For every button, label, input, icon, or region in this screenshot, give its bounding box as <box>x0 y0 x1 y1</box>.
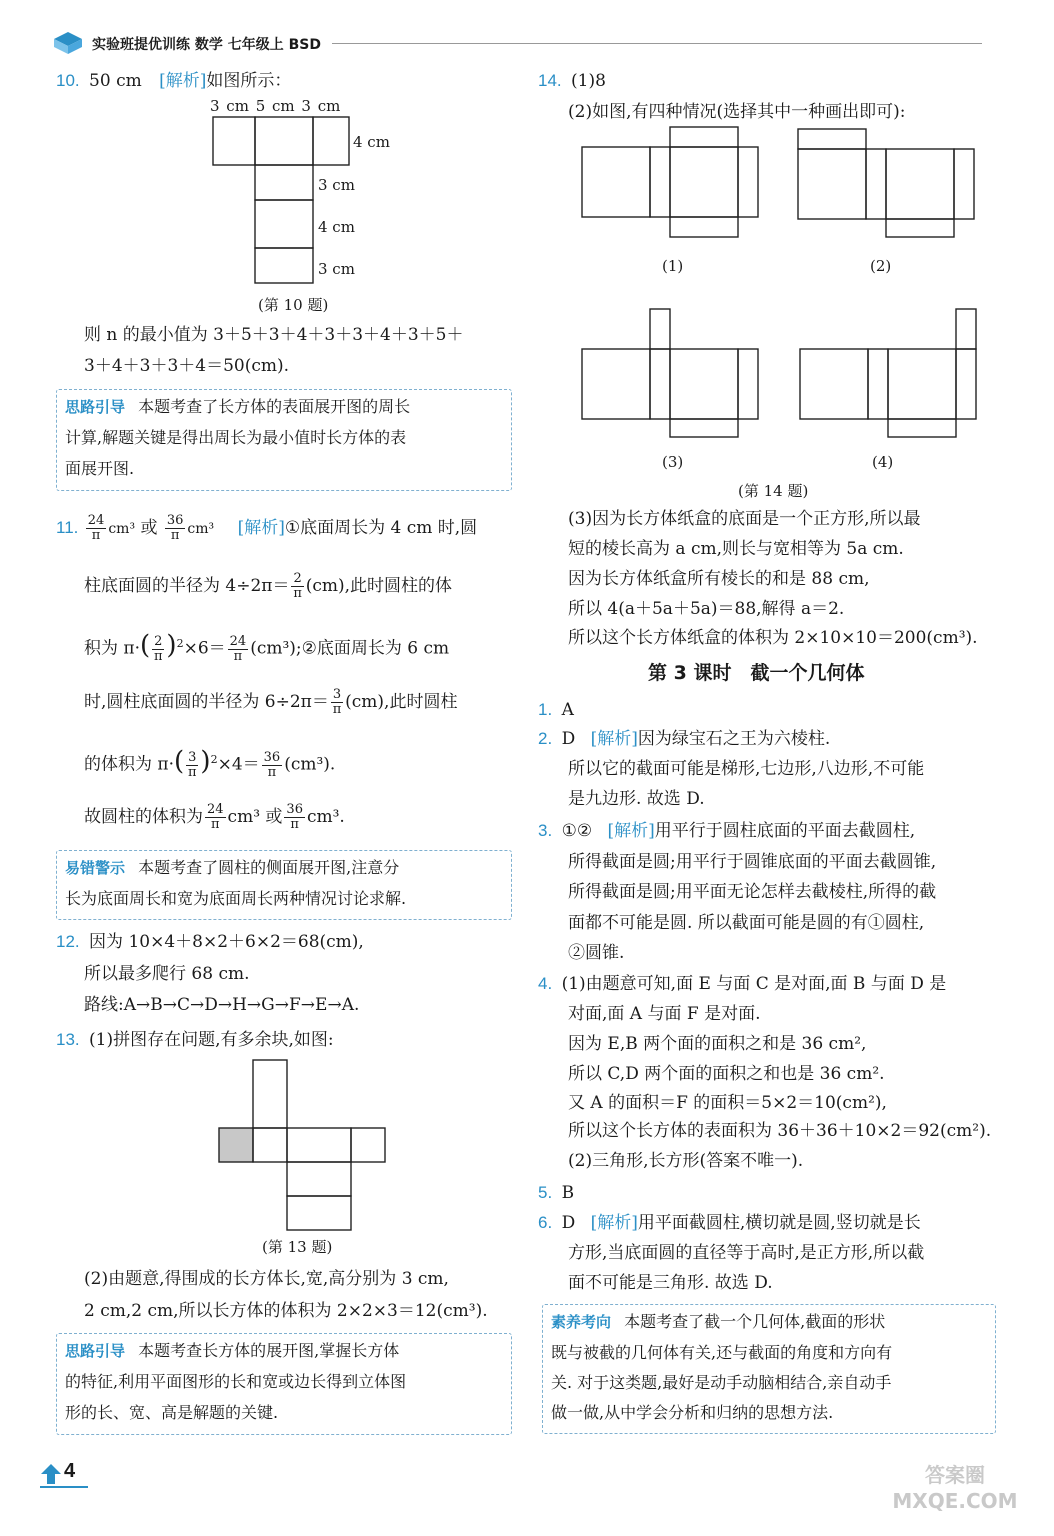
q11-line-6: 故圆柱的体积为 $\frac{24}{\pi}$ cm³ 或 $\frac{36}{\pi}$ cm³. <box>84 802 345 832</box>
q13-face <box>253 1128 287 1162</box>
q14-net2-face <box>886 219 954 237</box>
q14-net3-face <box>670 419 738 437</box>
q14-line-7: 所以这个长方体纸盒的体积为 2×10×10＝200(cm³). <box>568 628 978 648</box>
q11-number: 11. <box>56 518 79 537</box>
q11-line-1: 11. $\frac{24}{\pi}$ cm³ 或 $\frac{36}{\pi}$ cm³ [解析]①底面周长为 4 cm 时,圆 <box>56 513 478 543</box>
q14-net3-face <box>738 349 758 419</box>
q14-label-4: (4) <box>872 453 894 471</box>
q14-net3-face <box>650 309 670 349</box>
q10-face <box>255 165 313 200</box>
q14-net2-face <box>954 149 974 219</box>
q13-number: 13. <box>56 1030 80 1049</box>
s2-line-1: 2. D [解析]因为绿宝石之王为六棱柱. <box>538 729 831 749</box>
s4-line-6: 所以这个长方体的表面积为 36＋36＋10×2＝92(cm²). <box>568 1121 992 1141</box>
s6-literacy-label: 素养考向 <box>551 1314 612 1331</box>
q13-face <box>287 1128 351 1162</box>
q14-line-6: 所以 4(a＋5a＋5a)＝88,解得 a＝2. <box>568 599 845 619</box>
q11-tag: [解析] <box>237 518 285 538</box>
s4-line-2: 对面,面 A 与面 F 是对面. <box>568 1004 761 1024</box>
q10-dim-1: 4 cm <box>353 133 390 151</box>
s4-line-5: 又 A 的面积＝F 的面积＝5×2＝10(cm²), <box>568 1093 887 1113</box>
q10-caption: (第 10 题) <box>258 296 329 314</box>
s4-line-7: (2)三角形,长方形(答案不唯一). <box>568 1151 804 1171</box>
s6-line-1: 6. D [解析]用平面截圆柱,横切就是圆,竖切就是长 <box>538 1213 921 1233</box>
q10-line-2: 3＋4＋3＋3＋4＝50(cm). <box>84 356 290 376</box>
q12-number: 12. <box>56 932 80 951</box>
q14-line-1: 14. (1)8 <box>538 71 606 91</box>
q13-extra-piece <box>219 1128 253 1162</box>
q13-line-3: 2 cm,2 cm,所以长方体的体积为 2×2×3＝12(cm³). <box>84 1301 488 1321</box>
q14-net4-face <box>800 349 868 419</box>
q10-face <box>255 248 313 283</box>
q14-net-figures <box>575 125 995 445</box>
s4-line-1: 4. (1)由题意可知,面 E 与面 C 是对面,面 B 与面 D 是 <box>538 974 947 994</box>
q14-net1-face <box>738 147 758 217</box>
q11-warning-label: 易错警示 <box>65 860 126 877</box>
q14-caption: (第 14 题) <box>738 482 809 500</box>
watermark: 答案圈 MXQE.COM <box>892 1463 1018 1513</box>
s2-line-2: 所以它的截面可能是梯形,七边形,八边形,不可能 <box>568 759 925 779</box>
q10-tip-line: 思路引导 本题考查了长方体的表面展开图的周长 <box>65 397 411 416</box>
q10-tag: [解析] <box>159 71 207 91</box>
s2-line-3: 是九边形. 故选 D. <box>568 789 705 809</box>
page-number: 4 <box>64 1460 76 1482</box>
q14-net4-face <box>868 349 888 419</box>
s4-line-3: 因为 E,B 两个面的面积之和是 36 cm², <box>568 1034 867 1054</box>
q14-net1-face <box>670 127 738 147</box>
q10-dim-3: 4 cm <box>318 218 355 236</box>
q11-line-5: 的体积为 π·( $\frac{3}{\pi}$ )$^2$×4＝ $\frac{36}{\pi}$ (cm³). <box>84 746 336 780</box>
s3-line-1: 3. ①② [解析]用平行于圆柱底面的平面去截圆柱, <box>538 821 916 841</box>
s6-literacy-box: 素养考向 本题考查了截一个几何体,截面的形状 既与被截的几何体有关,还与截面的角度和方向有 关. 对于这类题,最好是动手动脑相结合,亲自动手 做一做,从中学会分析和归纳的思想方法. <box>542 1304 996 1434</box>
q12-line-2: 所以最多爬行 68 cm. <box>84 964 250 984</box>
q14-line-3: (3)因为长方体纸盒的底面是一个正方形,所以最 <box>568 509 921 529</box>
q14-net3-face <box>670 349 738 419</box>
logo-icon <box>52 30 84 56</box>
s3-line-2: 所得截面是圆;用平行于圆锥底面的平面去截圆锥, <box>568 852 937 872</box>
arrow-up-icon <box>40 1462 62 1486</box>
q14-net2-face <box>798 129 866 149</box>
q14-net2-face <box>798 149 866 219</box>
q13-tip-label: 思路引导 <box>65 1343 126 1360</box>
q10-face <box>313 117 349 165</box>
header <box>40 30 1000 60</box>
q10-tip-line: 计算,解题关键是得出周长为最小值时长方体的表 <box>65 428 407 447</box>
q14-net1-face <box>670 217 738 237</box>
q14-line-4: 短的棱长高为 a cm,则长与宽相等为 5a cm. <box>568 539 904 559</box>
q10-dim-2: 3 cm <box>318 176 355 194</box>
q12-line-1: 12. 因为 10×4＋8×2＋6×2＝68(cm), <box>56 932 364 952</box>
q14-net2-face <box>886 149 954 219</box>
q10-first-line <box>56 68 291 94</box>
q14-line-2: (2)如图,有四种情况(选择其中一种画出即可): <box>568 102 906 122</box>
q10-tip-box <box>56 389 512 491</box>
q11-line-2: 柱底面圆的半径为 4÷2π＝ $\frac{2}{\pi}$ (cm),此时圆柱的体 <box>84 571 453 601</box>
q13-face <box>253 1060 287 1128</box>
q14-net4-face <box>888 419 956 437</box>
s3-line-3: 所得截面是圆;用平面无论怎样去截棱柱,所得的截 <box>568 882 937 902</box>
q10-face <box>213 117 255 165</box>
header-title: 实验班提优训练 数学 七年级上 BSD <box>92 37 321 53</box>
q14-number: 14. <box>538 71 562 90</box>
q11-line-3: 积为 π·( $\frac{2}{\pi}$ )$^2$×6＝ $\frac{24}{\pi}$ (cm³);②底面周长为 6 cm <box>84 630 450 664</box>
section-title: 第 3 课时 截一个几何体 <box>648 662 865 684</box>
page-number-badge <box>40 1458 90 1490</box>
s3-line-4: 面都不可能是圆. 所以截面可能是圆的有①圆柱, <box>568 913 925 933</box>
q13-line-1: 13. (1)拼图存在问题,有多余块,如图: <box>56 1030 334 1050</box>
q14-net4-face <box>888 349 956 419</box>
q14-net1-face <box>582 147 650 217</box>
q14-net1-face <box>670 147 738 217</box>
q14-net3-face <box>650 349 670 419</box>
q13-face <box>287 1196 351 1230</box>
q14-net1-face <box>650 147 670 217</box>
q11-warning-box: 易错警示 本题考查了圆柱的侧面展开图,注意分 长为底面周长和宽为底面周长两种情况讨论求解. <box>56 850 512 920</box>
q14-label-1: (1) <box>662 257 684 275</box>
q13-net-figure <box>215 1058 390 1233</box>
s4-line-4: 所以 C,D 两个面的面积之和也是 36 cm². <box>568 1064 885 1084</box>
q10-number: 10. <box>56 71 80 90</box>
q10-dim-4: 3 cm <box>318 260 355 278</box>
q10-answer: 50 cm <box>89 71 142 91</box>
s5-line: 5. B <box>538 1183 575 1203</box>
q14-label-2: (2) <box>870 257 892 275</box>
q14-net2-face <box>866 149 886 219</box>
q13-line-2: (2)由题意,得围成的长方体长,宽,高分别为 3 cm, <box>84 1269 449 1289</box>
q10-dim-top: 3 cm 5 cm 3 cm <box>210 97 341 115</box>
q11-fraction: $\frac{36}{\pi}$ <box>166 513 184 543</box>
q14-net4-face <box>956 309 976 349</box>
header-rule <box>332 43 982 44</box>
q14-label-3: (3) <box>662 453 684 471</box>
q13-face <box>351 1128 385 1162</box>
q10-face <box>255 200 313 248</box>
q10-tip-line: 面展开图. <box>65 459 135 478</box>
q10-face <box>255 117 313 165</box>
q13-face <box>287 1162 351 1196</box>
s6-line-3: 面不可能是三角形. 故选 D. <box>568 1273 773 1293</box>
q12-line-3: 路线:A→B→C→D→H→G→F→E→A. <box>84 995 360 1015</box>
q10-line-1: 则 n 的最小值为 3＋5＋3＋4＋3＋3＋4＋3＋5＋ <box>84 325 464 345</box>
q11-fraction: $\frac{24}{\pi}$ <box>87 513 105 543</box>
s1-line: 1. A <box>538 700 574 720</box>
q10-lead: 如图所示： <box>206 71 292 91</box>
q14-net4-face <box>956 349 976 419</box>
q11-line-4: 时,圆柱底面圆的半径为 6÷2π＝ $\frac{3}{\pi}$ (cm),此时圆柱 <box>84 687 458 717</box>
q13-tip-box: 思路引导 本题考查长方体的展开图,掌握长方体 的特征,利用平面图形的长和宽或边长得到立体图 形的长、宽、高是解题的关键. <box>56 1333 512 1435</box>
q13-caption: (第 13 题) <box>262 1238 333 1256</box>
s3-line-5: ②圆锥. <box>568 943 625 963</box>
q10-tip-label: 思路引导 <box>65 399 126 416</box>
q14-line-5: 因为长方体纸盒所有棱长的和是 88 cm, <box>568 569 870 589</box>
s6-line-2: 方形,当底面圆的直径等于高时,是正方形,所以截 <box>568 1243 925 1263</box>
q14-net3-face <box>582 349 650 419</box>
